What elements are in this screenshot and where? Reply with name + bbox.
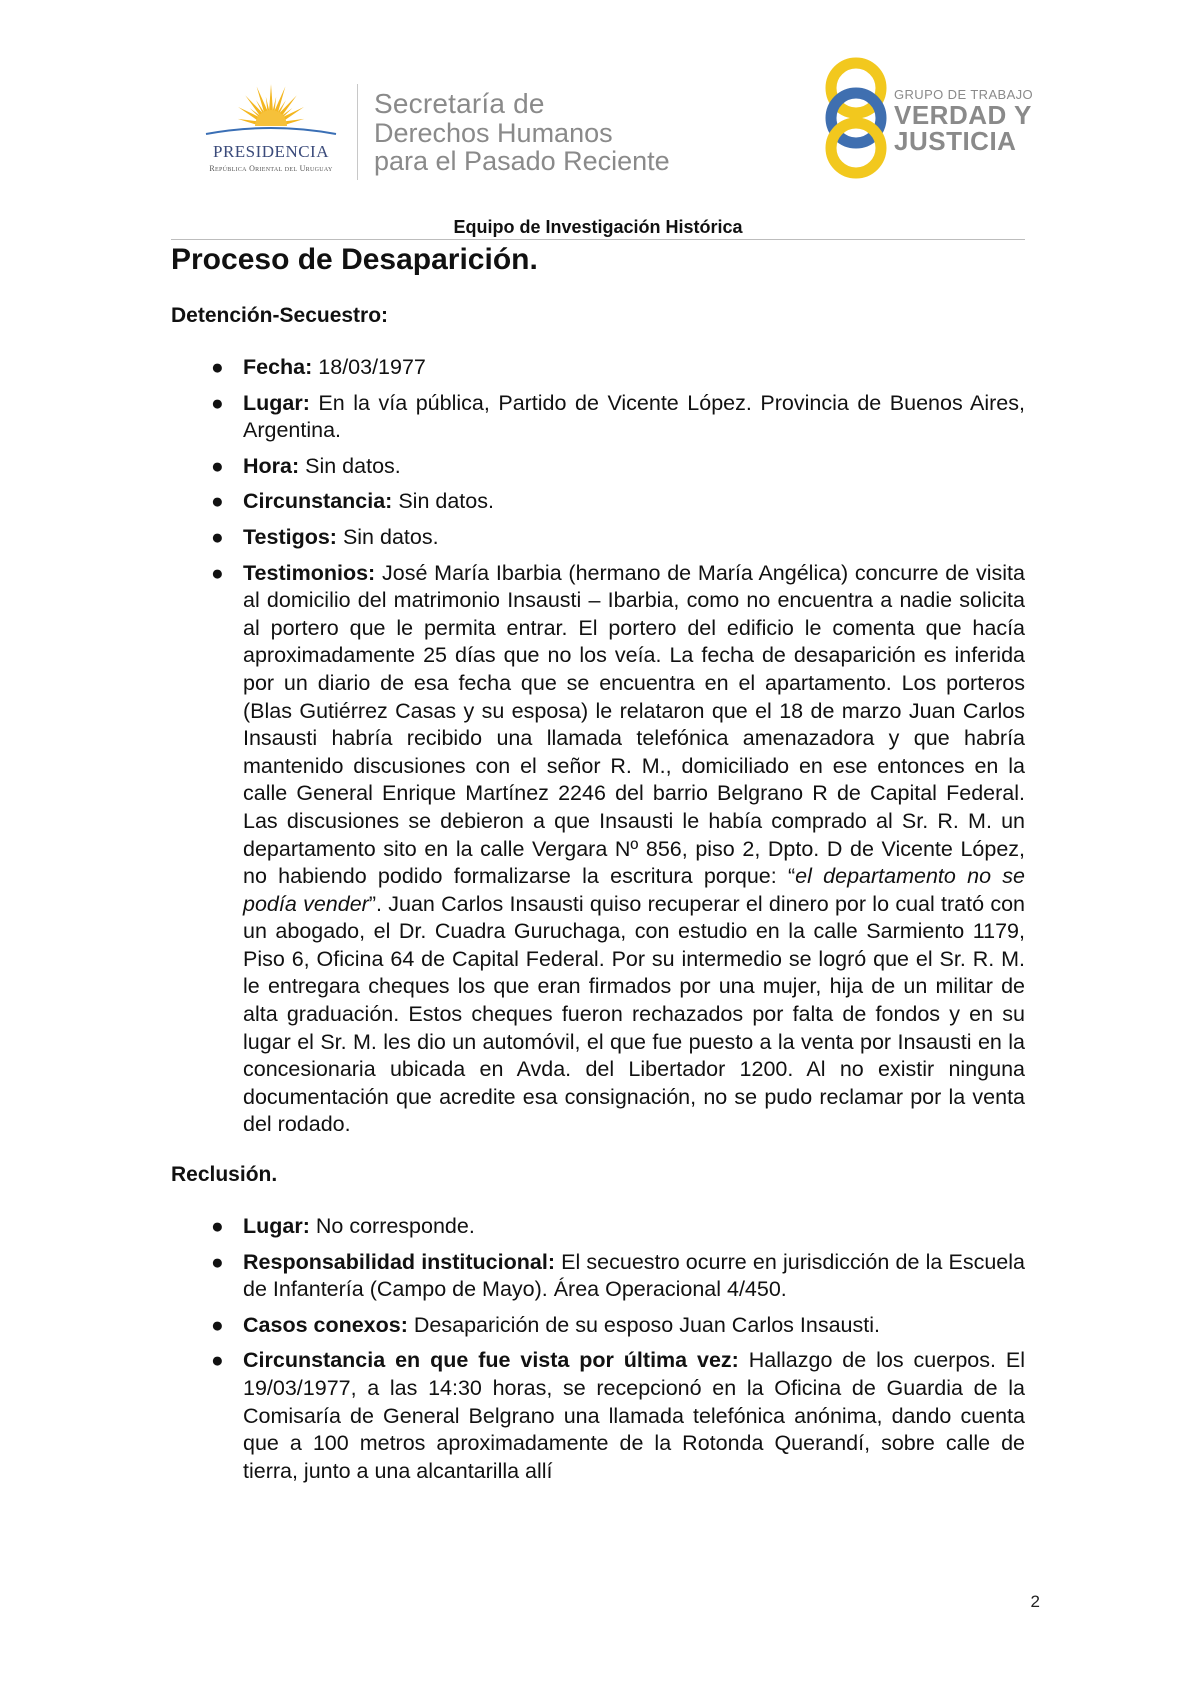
testimonios-text-b: ”. Juan Carlos Insausti quiso recuperar el dinero por lo cual trató con un abogado, el Dr. Cuadra Guruchaga, con estudio en la calle Sarmiento 1179, Piso 6, Oficina 64 de Capital Federal. Por su intermedio se logró que el Sr. R. M. le entregara cheques los que eran firmados por una mujer, hija de un militar de alta graduación. Estos cheques fueron rechazados por falta de fondos y en su lugar el Sr. M. les dio un automóvil, el que fue puesto a la venta por Insausti en la concesionaria ubicada en Avda. del Libertador 1200. Al no existir ninguna documentación que acredite esa consignación, no se pudo reclamar por la venta del rodado. — [243, 891, 1025, 1137]
list-item — [171, 1213, 1025, 1241]
item-label: Lugar: — [243, 390, 310, 415]
item-text: Sin datos. — [336, 524, 439, 549]
item-label: Testimonios: — [243, 560, 376, 585]
item-text: 18/03/1977 — [312, 355, 426, 379]
bullet-icon: ● — [211, 356, 224, 379]
item-text: Hallazgo de los cuerpos. El 19/03/1977, a las 14:30 horas, se recepcionó en la Oficina de Guardia de la Comisaría de General Belgrano una llamada telefónica anónima, dando cuenta que a 100 metros aproximadamente de la Rotonda Querandí, sobre calle de tierra, junto a una alcantarilla allí — [243, 1348, 1025, 1483]
item-label: Circunstancia: — [243, 489, 393, 514]
grupo-trabajo-wordmark — [894, 88, 1033, 154]
page-number: 2 — [1030, 1592, 1040, 1611]
secretaria-line-1: Secretaría de — [374, 88, 545, 119]
item-label: Fecha: — [243, 355, 313, 379]
presidencia-logo — [196, 82, 346, 180]
bullet-icon: ● — [211, 561, 224, 585]
bullet-icon: ● — [211, 525, 224, 549]
list-item — [171, 524, 1025, 552]
list-item — [171, 488, 1025, 516]
bullet-icon: ● — [211, 490, 224, 514]
list-item — [171, 453, 1025, 481]
list-item — [171, 390, 1025, 445]
section-heading-detencion: Detención-Secuestro: — [171, 304, 389, 327]
item-label: Hora: — [243, 453, 300, 478]
sun-emblem-icon — [196, 82, 346, 144]
item-label: Testigos: — [243, 524, 337, 549]
secretaria-line-3: para el Pasado Reciente — [374, 146, 670, 176]
item-text: Sin datos. — [392, 489, 494, 514]
bullet-icon: ● — [211, 391, 224, 415]
presidencia-subtitle: República Oriental del Uruguay — [209, 164, 333, 173]
grupo-line-2: VERDAD Y — [894, 100, 1032, 130]
bullet-icon: ● — [211, 1349, 224, 1373]
bullet-icon: ● — [211, 1250, 224, 1274]
list-item — [171, 1347, 1025, 1485]
page-content — [171, 238, 1025, 1493]
detencion-list — [171, 354, 1025, 1139]
grupo-line-1: GRUPO DE TRABAJO — [894, 87, 1034, 102]
item-label: Casos conexos: — [243, 1312, 408, 1337]
grupo-line-3: JUSTICIA — [894, 126, 1017, 156]
item-label: Circunstancia en que fue vista por última vez: — [243, 1348, 739, 1373]
secretaria-line-2: Derechos Humanos — [374, 118, 613, 148]
page-title: Proceso de Desaparición. — [171, 243, 538, 276]
bullet-icon: ● — [211, 1313, 224, 1337]
section-heading-reclusion: Reclusión. — [171, 1163, 278, 1187]
testimonios-quote: el departamento no se podía vender — [243, 864, 1026, 916]
item-label: Lugar: — [243, 1214, 310, 1239]
secretaria-wordmark — [374, 88, 670, 175]
item-text: Desaparición de su esposo Juan Carlos Insausti. — [407, 1312, 880, 1337]
list-item — [171, 354, 1025, 382]
presidencia-name: PRESIDENCIA — [212, 142, 329, 161]
list-item — [171, 1312, 1025, 1340]
item-text: Sin datos. — [299, 453, 401, 478]
list-item — [171, 1249, 1025, 1304]
bullet-icon: ● — [211, 454, 224, 478]
testimonios-text-a: José María Ibarbia (hermano de María Angélica) concurre de visita al domicilio del matrimonio Insausti – Ibarbia, como no encuentra a nadie solicita al portero que le permita entrar. El portero del edificio le comenta que hacía aproximadamente 25 días que no los veía. La fecha de desaparición es inferida por un diario de esa fecha que se encuentra en el apartamento. Los porteros (Blas Gutiérrez Casas y su esposa) le relataron que el 18 de marzo Juan Carlos Insausti habría recibido una llamada telefónica amenazadora y que habría mantenido discusiones con el señor R. M., domiciliado en ese entonces en la calle General Enrique Martínez 2246 del barrio Belgrano R de Capital Federal. Las discusiones se debieron a que Insausti le había comprado al Sr. R. M. un departamento sito en la calle Vergara Nº 856, piso 2, Dpto. D de Vicente López, no habiendo podido formalizarse la escritura porque: “ — [243, 560, 1025, 889]
item-label: Responsabilidad institucional: — [243, 1249, 555, 1274]
page-header — [0, 0, 1190, 230]
item-text: No corresponde. — [309, 1214, 475, 1239]
list-item-testimonios — [171, 560, 1025, 1139]
logo-divider — [357, 84, 358, 180]
item-text: En la vía pública, Partido de Vicente López. Provincia de Buenos Aires, Argentina. — [243, 390, 1025, 443]
reclusion-list — [171, 1213, 1025, 1485]
team-heading: Equipo de Investigación Histórica — [453, 217, 743, 237]
bullet-icon: ● — [211, 1215, 224, 1239]
item-text: El secuestro ocurre en jurisdicción de la Escuela de Infantería (Campo de Mayo). Área Operacional 4/450. — [243, 1249, 1025, 1302]
